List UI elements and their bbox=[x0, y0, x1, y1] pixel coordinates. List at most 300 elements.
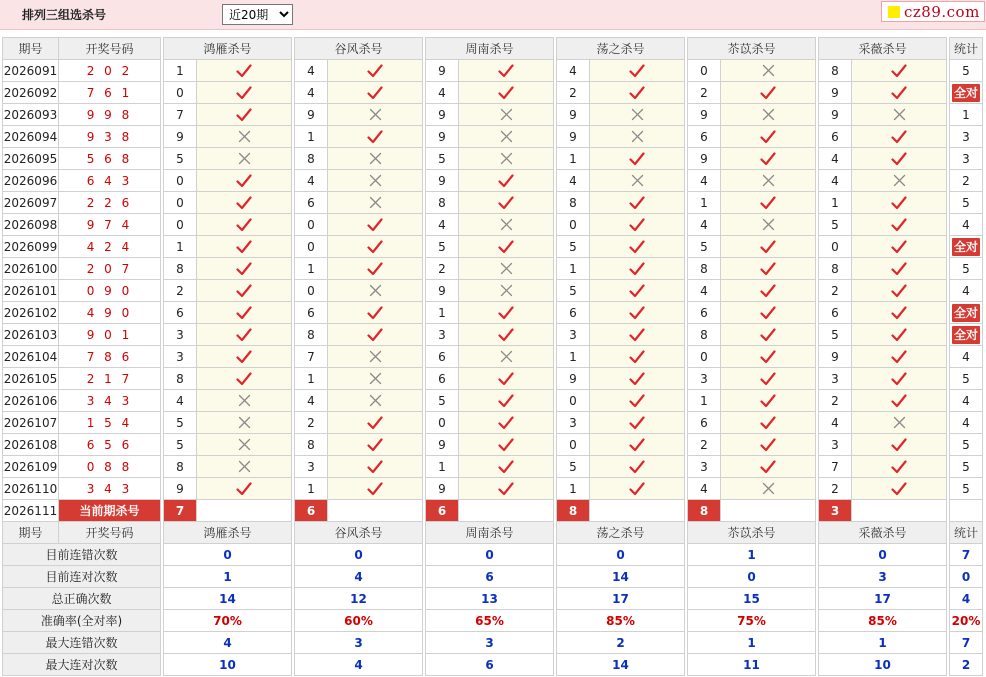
kill-number-cell: 1 bbox=[557, 346, 590, 368]
kill-number-cell: 4 bbox=[819, 170, 852, 192]
table-row bbox=[3, 302, 983, 324]
check-icon bbox=[328, 258, 423, 280]
kill-number-cell: 2 bbox=[164, 280, 197, 302]
kill-number-cell: 8 bbox=[819, 60, 852, 82]
issue-cell: 2026095 bbox=[3, 148, 59, 170]
current-kill-number: 6 bbox=[426, 500, 459, 522]
kill-number-cell: 1 bbox=[557, 148, 590, 170]
kill-number-cell: 0 bbox=[688, 60, 721, 82]
issue-cell: 2026096 bbox=[3, 170, 59, 192]
expert-header: 荡之杀号 bbox=[557, 38, 685, 60]
check-icon bbox=[459, 390, 554, 412]
stat-cell: 5 bbox=[950, 434, 983, 456]
check-icon bbox=[852, 302, 947, 324]
kill-number-cell: 9 bbox=[426, 280, 459, 302]
kill-number-cell: 8 bbox=[688, 258, 721, 280]
summary-value: 12 bbox=[295, 588, 423, 610]
kill-number-cell: 0 bbox=[295, 280, 328, 302]
kill-number-cell: 4 bbox=[557, 60, 590, 82]
summary-value: 70% bbox=[164, 610, 292, 632]
kill-number-cell: 3 bbox=[426, 324, 459, 346]
kill-number-cell: 5 bbox=[164, 412, 197, 434]
kill-number-cell: 5 bbox=[426, 148, 459, 170]
summary-label: 目前连错次数 bbox=[3, 544, 161, 566]
kill-number-cell: 9 bbox=[426, 60, 459, 82]
summary-row bbox=[3, 610, 983, 632]
stat-cell bbox=[950, 302, 983, 324]
table-row bbox=[3, 82, 983, 104]
summary-value: 0 bbox=[295, 544, 423, 566]
summary-stat: 4 bbox=[950, 588, 983, 610]
summary-value: 3 bbox=[819, 566, 947, 588]
blank-cell bbox=[721, 500, 816, 522]
cross-icon bbox=[459, 104, 554, 126]
cross-icon bbox=[328, 346, 423, 368]
kill-number-cell: 8 bbox=[164, 258, 197, 280]
issue-cell: 2026100 bbox=[3, 258, 59, 280]
issue-cell: 2026110 bbox=[3, 478, 59, 500]
kill-number-cell: 0 bbox=[295, 214, 328, 236]
summary-label: 总正确次数 bbox=[3, 588, 161, 610]
check-icon bbox=[328, 302, 423, 324]
check-icon bbox=[590, 368, 685, 390]
summary-value: 17 bbox=[557, 588, 685, 610]
check-icon bbox=[852, 280, 947, 302]
cross-icon bbox=[328, 148, 423, 170]
stat-cell: 4 bbox=[950, 412, 983, 434]
check-icon bbox=[590, 302, 685, 324]
summary-stat: 7 bbox=[950, 632, 983, 654]
table-row bbox=[3, 456, 983, 478]
kill-number-cell: 8 bbox=[819, 258, 852, 280]
check-icon bbox=[852, 368, 947, 390]
table-header-row bbox=[3, 38, 983, 60]
kill-number-cell: 9 bbox=[688, 148, 721, 170]
check-icon bbox=[590, 280, 685, 302]
check-icon bbox=[852, 390, 947, 412]
kill-number-cell: 4 bbox=[819, 148, 852, 170]
check-icon bbox=[852, 214, 947, 236]
expert-header: 鸿雁杀号 bbox=[164, 522, 292, 544]
check-icon bbox=[328, 236, 423, 258]
kill-number-cell: 1 bbox=[164, 60, 197, 82]
issue-cell: 2026111 bbox=[3, 500, 59, 522]
summary-value: 0 bbox=[688, 566, 816, 588]
check-icon bbox=[197, 60, 292, 82]
check-icon bbox=[852, 192, 947, 214]
check-icon bbox=[197, 346, 292, 368]
check-icon bbox=[197, 478, 292, 500]
summary-value: 65% bbox=[426, 610, 554, 632]
check-icon bbox=[459, 478, 554, 500]
kill-number-cell: 8 bbox=[164, 456, 197, 478]
check-icon bbox=[721, 390, 816, 412]
current-period-row bbox=[3, 500, 983, 522]
stat-cell: 5 bbox=[950, 192, 983, 214]
kill-number-cell: 4 bbox=[164, 390, 197, 412]
blank-cell bbox=[590, 500, 685, 522]
summary-value: 3 bbox=[295, 632, 423, 654]
kill-number-cell: 3 bbox=[688, 456, 721, 478]
kill-number-cell: 1 bbox=[295, 368, 328, 390]
cross-icon bbox=[459, 280, 554, 302]
check-icon bbox=[721, 82, 816, 104]
site-logo[interactable] bbox=[881, 1, 985, 22]
summary-value: 0 bbox=[426, 544, 554, 566]
draw-number-cell: 3 4 3 bbox=[59, 390, 161, 412]
kill-number-cell: 8 bbox=[688, 324, 721, 346]
kill-number-cell: 9 bbox=[819, 82, 852, 104]
cross-icon bbox=[197, 434, 292, 456]
summary-value: 75% bbox=[688, 610, 816, 632]
kill-number-cell: 1 bbox=[295, 478, 328, 500]
issue-cell: 2026091 bbox=[3, 60, 59, 82]
table-row bbox=[3, 170, 983, 192]
kill-number-cell: 9 bbox=[295, 104, 328, 126]
kill-number-cell: 5 bbox=[164, 434, 197, 456]
check-icon bbox=[328, 434, 423, 456]
kill-number-cell: 4 bbox=[295, 390, 328, 412]
check-icon bbox=[197, 236, 292, 258]
check-icon bbox=[328, 324, 423, 346]
kill-number-cell: 1 bbox=[426, 302, 459, 324]
kill-number-cell: 9 bbox=[164, 478, 197, 500]
stat-cell: 1 bbox=[950, 104, 983, 126]
table-row bbox=[3, 192, 983, 214]
stat-cell: 5 bbox=[950, 368, 983, 390]
all-correct-badge: 全对 bbox=[953, 327, 978, 342]
square-icon bbox=[888, 6, 900, 18]
top-bar bbox=[0, 0, 986, 30]
cross-icon bbox=[852, 412, 947, 434]
summary-value: 14 bbox=[557, 654, 685, 676]
check-icon bbox=[197, 192, 292, 214]
kill-number-cell: 9 bbox=[426, 104, 459, 126]
kill-number-cell: 6 bbox=[295, 192, 328, 214]
check-icon bbox=[721, 456, 816, 478]
kill-number-cell: 0 bbox=[557, 390, 590, 412]
check-icon bbox=[328, 60, 423, 82]
summary-row bbox=[3, 632, 983, 654]
summary-value: 0 bbox=[164, 544, 292, 566]
check-icon bbox=[590, 214, 685, 236]
summary-value: 3 bbox=[426, 632, 554, 654]
summary-value: 1 bbox=[819, 632, 947, 654]
kill-number-cell: 5 bbox=[557, 236, 590, 258]
check-icon bbox=[721, 346, 816, 368]
check-icon bbox=[852, 258, 947, 280]
check-icon bbox=[721, 148, 816, 170]
draw-number-cell: 2 2 6 bbox=[59, 192, 161, 214]
kill-number-cell: 1 bbox=[819, 192, 852, 214]
check-icon bbox=[590, 192, 685, 214]
expert-header: 苶苡杀号 bbox=[688, 38, 816, 60]
cross-icon bbox=[197, 390, 292, 412]
summary-value: 14 bbox=[557, 566, 685, 588]
kill-number-cell: 2 bbox=[688, 434, 721, 456]
kill-number-cell: 1 bbox=[426, 456, 459, 478]
summary-value: 0 bbox=[557, 544, 685, 566]
issue-cell: 2026097 bbox=[3, 192, 59, 214]
check-icon bbox=[590, 390, 685, 412]
table-row bbox=[3, 104, 983, 126]
summary-row bbox=[3, 588, 983, 610]
blank-cell bbox=[950, 500, 983, 522]
kill-number-cell: 3 bbox=[819, 434, 852, 456]
kill-number-cell: 5 bbox=[819, 214, 852, 236]
page-title: 排列三组选杀号 bbox=[22, 8, 107, 22]
kill-number-cell: 2 bbox=[557, 82, 590, 104]
kill-number-cell: 1 bbox=[557, 478, 590, 500]
kill-number-cell: 3 bbox=[688, 368, 721, 390]
kill-number-cell: 7 bbox=[295, 346, 328, 368]
kill-number-cell: 0 bbox=[426, 412, 459, 434]
summary-value: 85% bbox=[819, 610, 947, 632]
check-icon bbox=[852, 148, 947, 170]
table-row bbox=[3, 126, 983, 148]
table-row bbox=[3, 236, 983, 258]
current-kill-number: 6 bbox=[295, 500, 328, 522]
expert-header: 荡之杀号 bbox=[557, 522, 685, 544]
check-icon bbox=[852, 434, 947, 456]
table-row bbox=[3, 434, 983, 456]
expert-header: 周南杀号 bbox=[426, 522, 554, 544]
kill-number-cell: 5 bbox=[557, 456, 590, 478]
draw-number-cell: 2 0 7 bbox=[59, 258, 161, 280]
check-icon bbox=[721, 258, 816, 280]
kill-number-cell: 2 bbox=[819, 280, 852, 302]
table-row bbox=[3, 60, 983, 82]
check-icon bbox=[721, 280, 816, 302]
kill-number-cell: 4 bbox=[688, 214, 721, 236]
kill-number-cell: 3 bbox=[295, 456, 328, 478]
summary-label: 最大连错次数 bbox=[3, 632, 161, 654]
issue-header: 期号 bbox=[3, 38, 59, 60]
stat-cell: 5 bbox=[950, 60, 983, 82]
cross-icon bbox=[459, 346, 554, 368]
cross-icon bbox=[328, 170, 423, 192]
kill-number-cell: 6 bbox=[819, 126, 852, 148]
issue-cell: 2026106 bbox=[3, 390, 59, 412]
kill-number-cell: 3 bbox=[557, 412, 590, 434]
cross-icon bbox=[197, 412, 292, 434]
summary-value: 13 bbox=[426, 588, 554, 610]
table-row bbox=[3, 412, 983, 434]
check-icon bbox=[459, 302, 554, 324]
kill-number-cell: 6 bbox=[688, 302, 721, 324]
check-icon bbox=[852, 478, 947, 500]
expert-header: 谷风杀号 bbox=[295, 522, 423, 544]
draw-number-cell: 4 2 4 bbox=[59, 236, 161, 258]
issue-cell: 2026093 bbox=[3, 104, 59, 126]
stat-header: 统计 bbox=[950, 522, 983, 544]
check-icon bbox=[721, 236, 816, 258]
draw-number-cell: 5 6 8 bbox=[59, 148, 161, 170]
blank-cell bbox=[459, 500, 554, 522]
draw-number-cell: 9 3 8 bbox=[59, 126, 161, 148]
check-icon bbox=[590, 346, 685, 368]
check-icon bbox=[197, 302, 292, 324]
kill-number-cell: 0 bbox=[819, 236, 852, 258]
check-icon bbox=[197, 324, 292, 346]
check-icon bbox=[197, 82, 292, 104]
kill-number-table bbox=[2, 37, 983, 676]
check-icon bbox=[852, 126, 947, 148]
check-icon bbox=[197, 280, 292, 302]
draw-number-cell: 3 4 3 bbox=[59, 478, 161, 500]
check-icon bbox=[459, 368, 554, 390]
draw-number-cell: 2 1 7 bbox=[59, 368, 161, 390]
kill-number-cell: 9 bbox=[819, 104, 852, 126]
check-icon bbox=[328, 478, 423, 500]
current-kill-number: 7 bbox=[164, 500, 197, 522]
kill-number-cell: 8 bbox=[557, 192, 590, 214]
table-row bbox=[3, 324, 983, 346]
check-icon bbox=[852, 82, 947, 104]
kill-number-cell: 0 bbox=[164, 82, 197, 104]
cross-icon bbox=[197, 456, 292, 478]
kill-number-cell: 1 bbox=[164, 236, 197, 258]
table-row bbox=[3, 346, 983, 368]
table-row bbox=[3, 280, 983, 302]
kill-number-cell: 9 bbox=[557, 126, 590, 148]
logo-text: cz89.com bbox=[904, 2, 980, 21]
check-icon bbox=[459, 60, 554, 82]
check-icon bbox=[328, 412, 423, 434]
check-icon bbox=[197, 368, 292, 390]
check-icon bbox=[721, 302, 816, 324]
kill-number-cell: 5 bbox=[164, 148, 197, 170]
kill-number-cell: 0 bbox=[557, 214, 590, 236]
issue-cell: 2026092 bbox=[3, 82, 59, 104]
check-icon bbox=[459, 412, 554, 434]
kill-number-cell: 8 bbox=[426, 192, 459, 214]
summary-stat: 2 bbox=[950, 654, 983, 676]
draw-number-cell: 0 8 8 bbox=[59, 456, 161, 478]
expert-header: 鸿雁杀号 bbox=[164, 38, 292, 60]
blank-cell bbox=[328, 500, 423, 522]
table-row bbox=[3, 478, 983, 500]
check-icon bbox=[590, 412, 685, 434]
cross-icon bbox=[328, 104, 423, 126]
kill-number-cell: 9 bbox=[688, 104, 721, 126]
check-icon bbox=[590, 82, 685, 104]
check-icon bbox=[590, 60, 685, 82]
summary-value: 15 bbox=[688, 588, 816, 610]
check-icon bbox=[459, 434, 554, 456]
expert-header: 苶苡杀号 bbox=[688, 522, 816, 544]
summary-label: 准确率(全对率) bbox=[3, 610, 161, 632]
kill-number-cell: 9 bbox=[426, 126, 459, 148]
cross-icon bbox=[197, 148, 292, 170]
summary-value: 6 bbox=[426, 654, 554, 676]
check-icon bbox=[590, 324, 685, 346]
kill-number-cell: 3 bbox=[819, 368, 852, 390]
kill-number-cell: 9 bbox=[164, 126, 197, 148]
draw-number-cell: 9 9 8 bbox=[59, 104, 161, 126]
cross-icon bbox=[721, 60, 816, 82]
check-icon bbox=[721, 434, 816, 456]
kill-number-cell: 9 bbox=[426, 434, 459, 456]
draw-number-cell: 4 9 0 bbox=[59, 302, 161, 324]
check-icon bbox=[197, 214, 292, 236]
draw-header: 开奖号码 bbox=[59, 38, 161, 60]
kill-number-cell: 0 bbox=[295, 236, 328, 258]
current-kill-number: 3 bbox=[819, 500, 852, 522]
kill-number-cell: 4 bbox=[426, 82, 459, 104]
kill-number-cell: 0 bbox=[164, 170, 197, 192]
summary-stat: 0 bbox=[950, 566, 983, 588]
expert-header: 采薇杀号 bbox=[819, 522, 947, 544]
kill-number-cell: 2 bbox=[819, 390, 852, 412]
expert-header: 周南杀号 bbox=[426, 38, 554, 60]
check-icon bbox=[328, 126, 423, 148]
check-icon bbox=[459, 456, 554, 478]
kill-number-cell: 9 bbox=[426, 170, 459, 192]
kill-number-cell: 4 bbox=[426, 214, 459, 236]
issue-header: 期号 bbox=[3, 522, 59, 544]
draw-number-cell: 0 9 0 bbox=[59, 280, 161, 302]
check-icon bbox=[852, 346, 947, 368]
expert-header: 谷风杀号 bbox=[295, 38, 423, 60]
kill-number-cell: 4 bbox=[688, 280, 721, 302]
stat-cell: 4 bbox=[950, 280, 983, 302]
table-row bbox=[3, 390, 983, 412]
draw-number-cell: 2 0 2 bbox=[59, 60, 161, 82]
current-kill-number: 8 bbox=[557, 500, 590, 522]
kill-number-cell: 0 bbox=[164, 214, 197, 236]
cross-icon bbox=[590, 170, 685, 192]
kill-number-cell: 4 bbox=[295, 170, 328, 192]
check-icon bbox=[721, 412, 816, 434]
period-select[interactable] bbox=[222, 4, 293, 25]
kill-number-cell: 9 bbox=[426, 478, 459, 500]
kill-number-cell: 6 bbox=[426, 346, 459, 368]
kill-number-cell: 9 bbox=[819, 346, 852, 368]
kill-number-cell: 6 bbox=[557, 302, 590, 324]
current-kill-label: 当前期杀号 bbox=[59, 500, 161, 522]
cross-icon bbox=[197, 126, 292, 148]
kill-number-cell: 0 bbox=[688, 346, 721, 368]
issue-cell: 2026102 bbox=[3, 302, 59, 324]
kill-number-cell: 6 bbox=[688, 412, 721, 434]
kill-number-cell: 6 bbox=[819, 302, 852, 324]
summary-value: 60% bbox=[295, 610, 423, 632]
stat-cell: 3 bbox=[950, 126, 983, 148]
check-icon bbox=[590, 434, 685, 456]
summary-label: 目前连对次数 bbox=[3, 566, 161, 588]
kill-number-cell: 6 bbox=[426, 368, 459, 390]
kill-number-cell: 2 bbox=[819, 478, 852, 500]
kill-number-cell: 8 bbox=[295, 148, 328, 170]
summary-stat: 7 bbox=[950, 544, 983, 566]
summary-value: 10 bbox=[819, 654, 947, 676]
kill-number-cell: 4 bbox=[688, 170, 721, 192]
cross-icon bbox=[852, 104, 947, 126]
summary-row bbox=[3, 544, 983, 566]
summary-row bbox=[3, 654, 983, 676]
kill-number-cell: 6 bbox=[688, 126, 721, 148]
table-row bbox=[3, 258, 983, 280]
draw-number-cell: 9 7 4 bbox=[59, 214, 161, 236]
kill-number-cell: 5 bbox=[819, 324, 852, 346]
summary-value: 4 bbox=[164, 632, 292, 654]
stat-cell: 5 bbox=[950, 258, 983, 280]
summary-header-row bbox=[3, 522, 983, 544]
all-correct-badge: 全对 bbox=[953, 239, 978, 254]
check-icon bbox=[590, 236, 685, 258]
check-icon bbox=[328, 456, 423, 478]
